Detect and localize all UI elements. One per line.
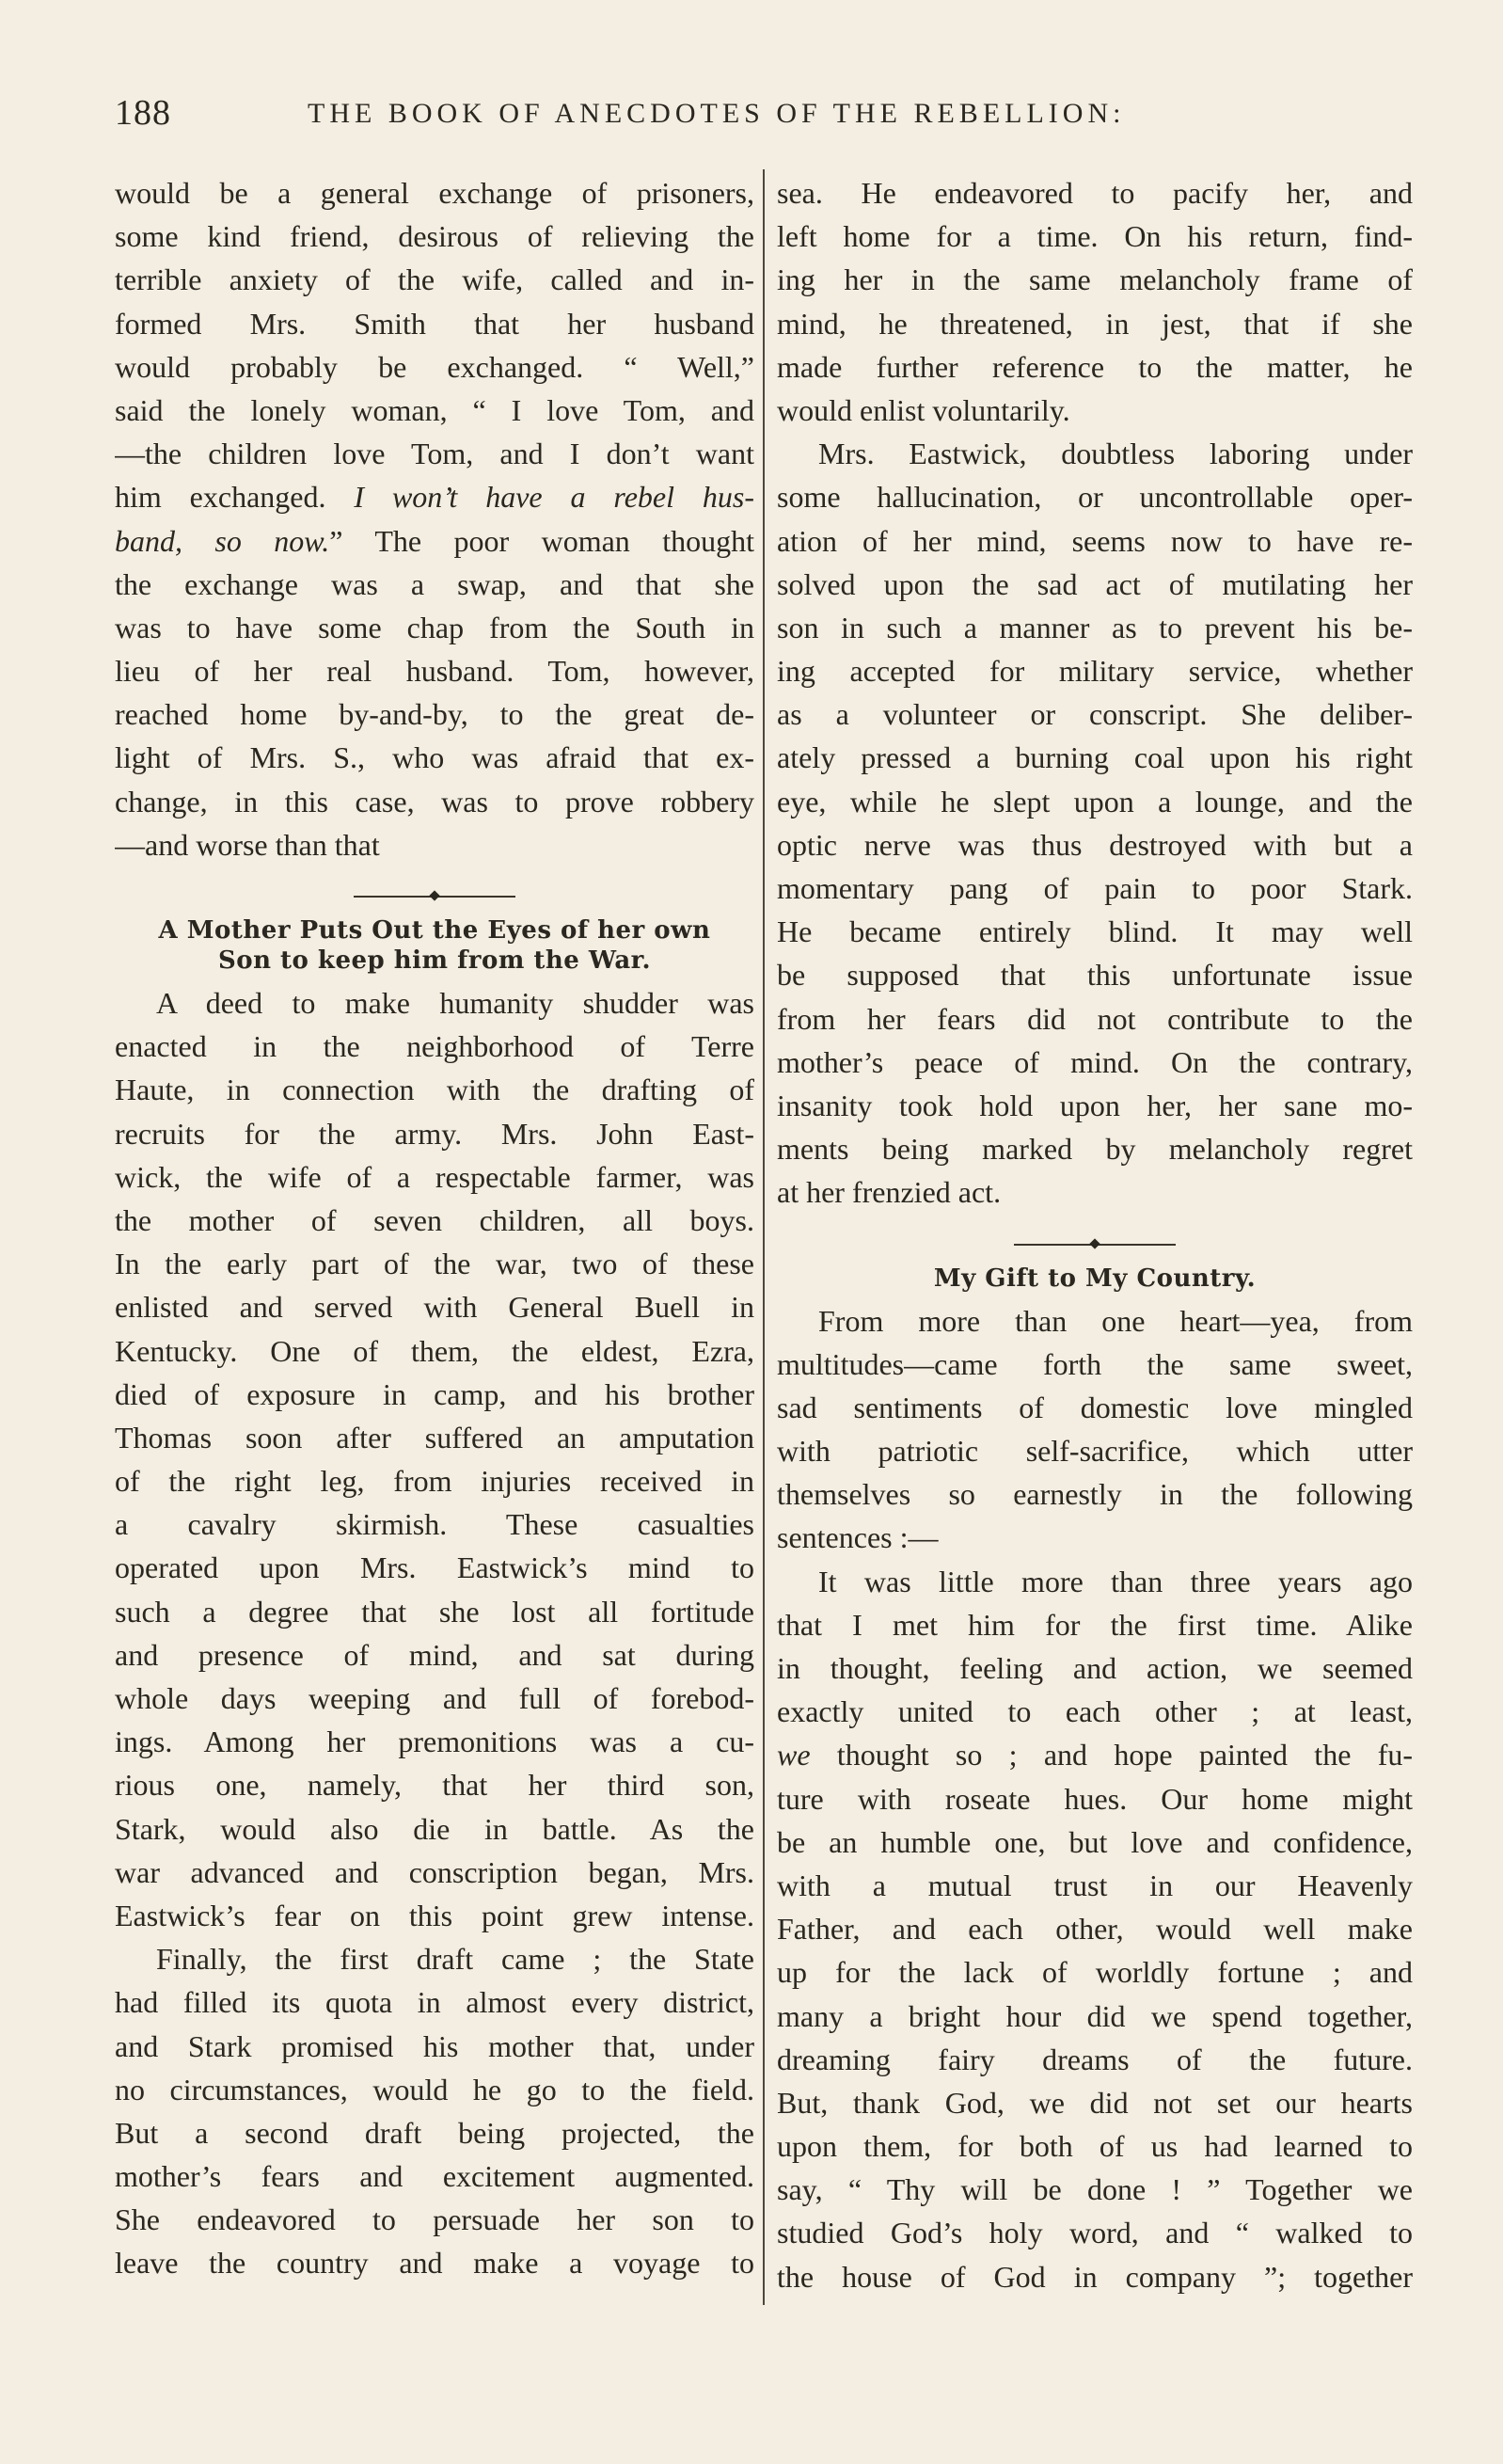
running-head xyxy=(115,92,1405,139)
text-line: reached home by-and-by, to the great de- xyxy=(115,697,754,732)
text-line: terrible anxiety of the wife, called and in- xyxy=(115,262,754,297)
text-line: and Stark promised his mother that, under xyxy=(115,2028,754,2063)
text-line: and presence of mind, and sat during xyxy=(115,1637,754,1672)
text-run: thought so ; and hope painted the fu- xyxy=(810,1738,1413,1772)
text-run: ” The poor woman thought xyxy=(329,523,754,558)
text-line: made further reference to the matter, he xyxy=(777,349,1413,384)
text-line: But a second draft being projected, the xyxy=(115,2115,754,2150)
text-line: change, in this case, was to prove robbery xyxy=(115,784,754,819)
text-line: be an humble one, but love and confidence, xyxy=(777,1824,1413,1859)
text-line-with-italic xyxy=(777,1733,1413,1776)
text-line: leave the country and make a voyage to xyxy=(115,2246,754,2281)
text-line: mind, he threatened, in jest, that if she xyxy=(777,306,1413,341)
text-line: mother’s fears and excitement augmented. xyxy=(115,2159,754,2194)
text-line: with a mutual trust in our Heavenly xyxy=(777,1868,1413,1902)
text-line: Thomas soon after suffered an amputation xyxy=(115,1420,754,1455)
text-line: some kind friend, desirous of relieving the xyxy=(115,219,754,254)
text-line: in thought, feeling and action, we seemed xyxy=(777,1651,1413,1685)
text-line: insanity took hold upon her, her sane mo- xyxy=(777,1088,1413,1122)
text-line: ately pressed a burning coal upon his right xyxy=(777,740,1413,775)
divider-diamond-icon xyxy=(429,890,439,900)
text-run: him exchanged. xyxy=(115,480,326,515)
text-line: left home for a time. On his return, find- xyxy=(777,219,1413,254)
italic-word: we xyxy=(777,1738,811,1772)
text-line: no circumstances, would he go to the field. xyxy=(115,2072,754,2106)
text-line: He became entirely blind. It may well xyxy=(777,914,1413,949)
text-line: war advanced and conscription began, Mrs. xyxy=(115,1854,754,1889)
text-line: operated upon Mrs. Eastwick’s mind to xyxy=(115,1550,754,1585)
text-line: of the right leg, from injuries received in xyxy=(115,1464,754,1499)
left-column xyxy=(115,171,754,2316)
text-line: had filled its quota in almost every district, xyxy=(115,1985,754,2020)
italic-quote: I won’t have a rebel hus- xyxy=(354,480,754,515)
text-line: at her frenzied act. xyxy=(777,1175,1002,1210)
divider-diamond-icon xyxy=(1089,1238,1100,1248)
text-line: a cavalry skirmish. These casualties xyxy=(115,1507,754,1542)
text-line: —and worse than that xyxy=(115,827,380,862)
text-line: sentences :— xyxy=(777,1520,939,1555)
text-line: ings. Among her premonitions was a cu- xyxy=(115,1725,754,1759)
text-line: dreaming fairy dreams of the future. xyxy=(777,2042,1413,2076)
text-line: recruits for the army. Mrs. John East- xyxy=(115,1116,754,1151)
text-line: up for the lack of worldly fortune ; and xyxy=(777,1955,1413,1990)
text-line: lieu of her real husband. Tom, however, xyxy=(115,654,754,689)
text-line: optic nerve was thus destroyed with but a xyxy=(777,827,1413,862)
text-line: as a volunteer or conscript. She deliber- xyxy=(777,697,1413,732)
text-line: died of exposure in camp, and his brother xyxy=(115,1376,754,1411)
text-line: ing her in the same melancholy frame of xyxy=(777,262,1413,297)
section-divider xyxy=(777,1232,1413,1260)
column-divider-rule xyxy=(763,169,765,2305)
page-number: 188 xyxy=(115,93,171,133)
text-line: But, thank God, we did not set our hearts xyxy=(777,2085,1413,2120)
text-line: upon them, for both of us had learned to xyxy=(777,2129,1413,2164)
section-heading: My Gift to My Country. xyxy=(933,1264,1257,1293)
section-divider xyxy=(115,883,754,912)
text-line-with-italic xyxy=(115,475,754,518)
text-line: —the children love Tom, and I don’t want xyxy=(115,437,754,471)
text-line: solved upon the sad act of mutilating her xyxy=(777,566,1413,601)
text-line: the mother of seven children, all boys. xyxy=(115,1202,754,1237)
text-line: Kentucky. One of them, the eldest, Ezra, xyxy=(115,1333,754,1368)
text-line: many a bright hour did we spend together, xyxy=(777,1998,1413,2033)
text-line: Eastwick’s fear on this point grew intense. xyxy=(115,1898,754,1932)
text-line: from her fears did not contribute to the xyxy=(777,1001,1413,1036)
text-line: sad sentiments of domestic love mingled xyxy=(777,1390,1413,1424)
right-column xyxy=(777,171,1413,2316)
text-line: From more than one heart—yea, from xyxy=(818,1303,1413,1338)
text-line: Father, and each other, would well make xyxy=(777,1912,1413,1947)
text-line: that I met him for the first time. Alike xyxy=(777,1607,1413,1642)
section-heading: A Mother Puts Out the Eyes of her own xyxy=(158,916,711,945)
text-line: She endeavored to persuade her son to xyxy=(115,2202,754,2237)
text-line: would enlist voluntarily. xyxy=(777,392,1070,427)
text-line: with patriotic self-sacrifice, which utter xyxy=(777,1434,1413,1469)
text-line-with-italic xyxy=(115,519,754,563)
text-line: enacted in the neighborhood of Terre xyxy=(115,1029,754,1064)
text-line: mother’s peace of mind. On the contrary, xyxy=(777,1044,1413,1079)
text-line: the exchange was a swap, and that she xyxy=(115,566,754,601)
text-line: the house of God in company ”; together xyxy=(777,2259,1413,2294)
text-line: Stark, would also die in battle. As the xyxy=(115,1811,754,1846)
italic-quote: band, so now. xyxy=(115,523,330,558)
text-line: Finally, the first draft came ; the State xyxy=(156,1942,754,1977)
text-line: A deed to make humanity shudder was xyxy=(156,986,754,1020)
text-line: sea. He endeavored to pacify her, and xyxy=(777,176,1413,210)
text-line: eye, while he slept upon a lounge, and the xyxy=(777,784,1413,819)
section-heading: Son to keep him from the War. xyxy=(217,946,652,975)
text-line: would be a general exchange of prisoners, xyxy=(115,176,754,210)
text-line: themselves so earnestly in the following xyxy=(777,1477,1413,1512)
text-line: ture with roseate hues. Our home might xyxy=(777,1781,1413,1816)
text-line: It was little more than three years ago xyxy=(818,1564,1413,1598)
text-line: such a degree that she lost all fortitude xyxy=(115,1594,754,1629)
text-line: son in such a manner as to prevent his be- xyxy=(777,610,1413,644)
text-line: be supposed that this unfortunate issue xyxy=(777,958,1413,993)
text-line: ation of her mind, seems now to have re- xyxy=(777,523,1413,558)
text-line: Haute, in connection with the drafting of xyxy=(115,1073,754,1107)
text-line: was to have some chap from the South in xyxy=(115,610,754,644)
text-line: momentary pang of pain to poor Stark. xyxy=(777,871,1413,905)
text-line: whole days weeping and full of forebod- xyxy=(115,1681,754,1715)
text-line: Mrs. Eastwick, doubtless laboring under xyxy=(818,437,1413,471)
text-line: some hallucination, or uncontrollable oper- xyxy=(777,480,1413,515)
text-line: light of Mrs. S., who was afraid that ex- xyxy=(115,740,754,775)
text-line: multitudes—came forth the same sweet, xyxy=(777,1346,1413,1381)
text-line: wick, the wife of a respectable farmer, was xyxy=(115,1159,754,1194)
text-line: would probably be exchanged. “ Well,” xyxy=(115,349,754,384)
running-title: THE BOOK OF ANECDOTES OF THE REBELLION: xyxy=(308,98,1126,129)
text-line: ments being marked by melancholy regret xyxy=(777,1132,1413,1167)
text-line: enlisted and served with General Buell in xyxy=(115,1290,754,1325)
text-line: rious one, namely, that her third son, xyxy=(115,1768,754,1803)
text-line: said the lonely woman, “ I love Tom, and xyxy=(115,392,754,427)
text-line: studied God’s holy word, and “ walked to xyxy=(777,2216,1413,2250)
text-line: formed Mrs. Smith that her husband xyxy=(115,306,754,341)
text-line: say, “ Thy will be done ! ” Together we xyxy=(777,2172,1413,2207)
text-line: In the early part of the war, two of these xyxy=(115,1247,754,1281)
text-line: ing accepted for military service, whether xyxy=(777,654,1413,689)
text-line: exactly united to each other ; at least, xyxy=(777,1694,1413,1729)
